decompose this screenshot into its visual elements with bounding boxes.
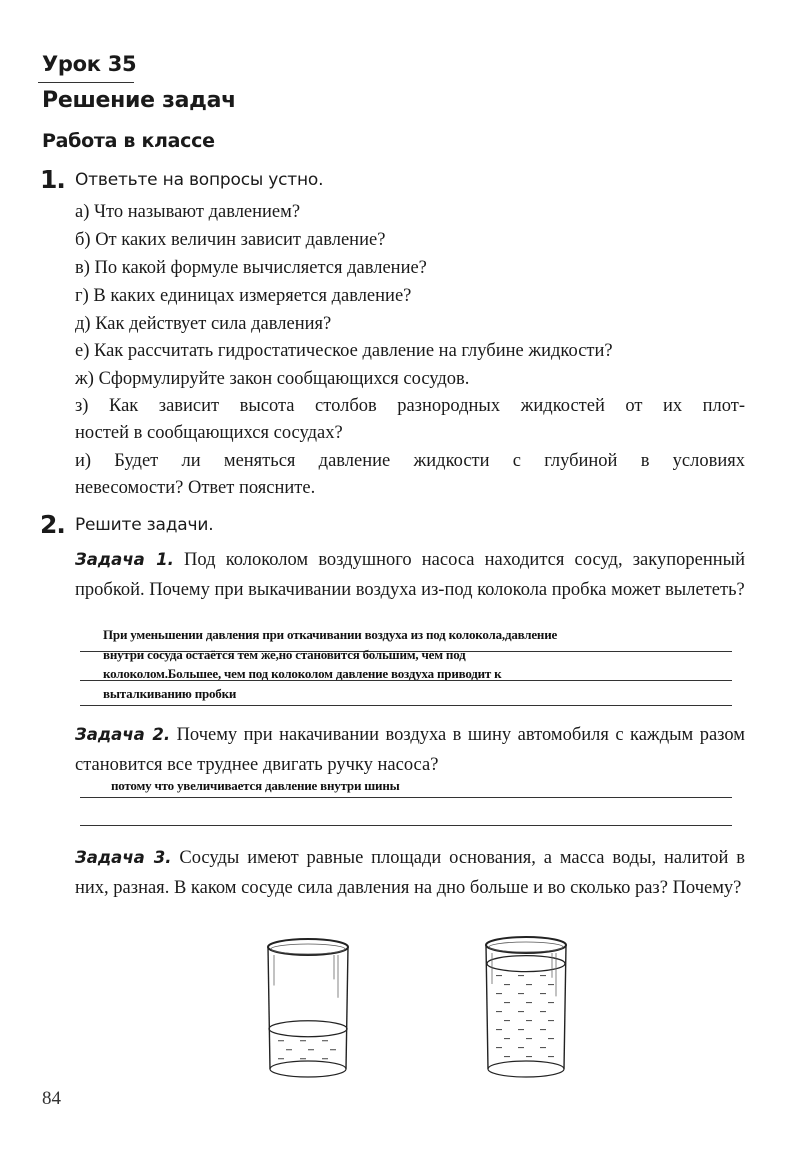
- problem-2: [75, 720, 745, 780]
- vessel-left-water-surface: [269, 1021, 347, 1037]
- task-2-number: 2.: [40, 510, 65, 539]
- answer-1-line-3[interactable]: колоколом.Большее, чем под колоколом давление воздуха приводит к: [103, 666, 502, 681]
- vessel-left-bottom: [270, 1061, 346, 1077]
- lesson-number: Урок 35: [42, 52, 137, 76]
- problem-3: [75, 843, 745, 903]
- question-e: е) Как рассчитать гидростатическое давление на глубине жидкости?: [75, 341, 613, 361]
- section-title: Работа в классе: [42, 130, 215, 152]
- vessel-right-figure: [476, 933, 576, 1083]
- problem-3-text: Сосуды имеют равные площади основания, а масса воды, налитой в них, разная. В каком сосуде сила давления на дно больше и во сколько раз? Почему?: [75, 848, 745, 898]
- problem-1: [75, 545, 745, 605]
- vessel-left-rim-inner: [271, 944, 345, 954]
- answer-1-line-2[interactable]: внутри сосуда остаётся тем же,но становится большим, чем под: [103, 647, 466, 662]
- problem-1-label: Задача 1.: [75, 550, 174, 569]
- question-i-line-2: невесомости? Ответ поясните.: [75, 478, 316, 498]
- answer-2-rule-1: [80, 797, 732, 798]
- answer-2-line-1[interactable]: потому что увеличивается давление внутри шины: [111, 778, 400, 793]
- page-title: Решение задач: [42, 88, 236, 113]
- question-z-line-2: ностей в сообщающихся сосудах?: [75, 423, 343, 443]
- task-2-instruction: Решите задачи.: [75, 515, 214, 535]
- question-d: д) Как действует сила давления?: [75, 314, 332, 334]
- vessel-right-rim-inner: [489, 942, 563, 952]
- task-1-instruction: Ответьте на вопросы устно.: [75, 170, 324, 190]
- question-v: в) По какой формуле вычисляется давление?: [75, 258, 427, 278]
- problem-1-text: Под колоколом воздушного насоса находится сосуд, закупоренный пробкой. Почему при выкачивании воздуха из-под колокола пробка может вылететь?: [75, 550, 745, 600]
- answer-1-line-4[interactable]: выталкиванию пробки: [103, 686, 237, 701]
- problem-2-label: Задача 2.: [75, 725, 171, 744]
- question-i-line-1: и) Будет ли меняться давление жидкости с глубиной в условиях: [75, 451, 745, 471]
- lesson-underline: [38, 82, 134, 83]
- problem-3-label: Задача 3.: [75, 848, 172, 867]
- vessel-left-side-left: [268, 947, 270, 1069]
- question-z-line-1: з) Как зависит высота столбов разнородных жидкостей от их плот-: [75, 396, 745, 416]
- page-number: 84: [42, 1088, 61, 1109]
- answer-1-rule-2: [80, 680, 732, 681]
- question-g: г) В каких единицах измеряется давление?: [75, 286, 412, 306]
- question-b: б) От каких величин зависит давление?: [75, 230, 386, 250]
- problem-2-text: Почему при накачивании воздуха в шину автомобиля с каждым разом становится все труднее двигать ручку насоса?: [75, 725, 745, 775]
- vessel-right-water-surface: [487, 956, 565, 972]
- task-1-number: 1.: [40, 165, 65, 194]
- vessel-left-figure: [258, 935, 358, 1083]
- vessel-right-bottom: [488, 1061, 564, 1077]
- answer-1-line-1[interactable]: При уменьшении давления при откачивании воздуха из под колокола,давление: [103, 627, 558, 642]
- question-a: а) Что называют давлением?: [75, 202, 301, 222]
- vessel-left-side-right: [346, 947, 348, 1069]
- question-zh: ж) Сформулируйте закон сообщающихся сосудов.: [75, 369, 470, 389]
- answer-2-rule-2: [80, 825, 732, 826]
- answer-1-rule-3: [80, 705, 732, 706]
